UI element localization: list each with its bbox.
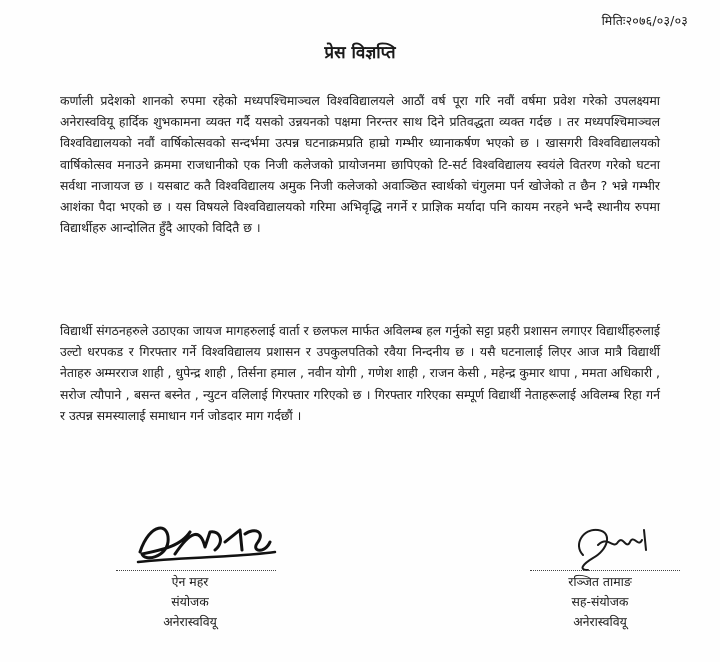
release-date: मितिः२०७६/०३/०३ (601, 13, 688, 28)
signatory-left-org: अनेरास्ववियू (163, 614, 217, 629)
signature-right-image (568, 520, 658, 575)
signature-left-image (130, 512, 280, 572)
signatory-right-org: अनेरास्ववियू (573, 614, 627, 629)
paragraph-first: कर्णाली प्रदेशको शानको रुपमा रहेको मध्यपश्चिमाञ्चल विश्वविद्यालयले आठौं वर्ष पूरा गरि नवौं वर्षमा प्रवेश गरेको उपलक्ष्यमा अनेरास्ववियू हार्दिक शुभकामना व्यक्त गर्दै यसको उन्नयनको पक्षमा निरन्तर साथ दिने प्रतिवद्धता व्यक्त गर्दछ । तर मध्यपश्चिमाञ्चल विश्वविद्यालयको नवौं वार्षिकोत्सवको सन्दर्भमा उत्पन्न घटनाक्रमप्रति हाम्रो गम्भीर ध्यानाकर्षण भएको छ । खासगरी विश्वविद्यालयको वार्षिकोत्सव मनाउने क्रममा राजधानीको एक निजी कलेजको प्रायोजनमा छापिएको टि-सर्ट विश्वविद्यालय स्वयंले वितरण गरेको घटना सर्वथा नाजायज छ । यसबाट कतै विश्वविद्यालय अमुक निजी कलेजको अवाञ्छित स्वार्थको चंगुलमा पर्न खोजेको त छैन ? भन्ने गम्भीर आशंका पैदा भएको छ । यस विषयले विश्वविद्यालयको गरिमा अभिवृद्धि नगर्ने र प्राज्ञिक मर्यादा पनि कायम नरहने भन्दै स्थानीय रुपमा विद्यार्थीहरु आन्दोलित हुँदै आएको विदितै छ । (60, 93, 660, 236)
signatory-left (90, 572, 290, 632)
signature-line-right (530, 570, 680, 571)
signatory-right-role: सह-संयोजक (571, 594, 629, 609)
page-title: प्रेस विज्ञप्ति (324, 43, 396, 63)
signatory-left-role: संयोजक (171, 594, 209, 609)
signatory-right (500, 572, 700, 632)
signatory-left-name: ऐन महर (171, 574, 209, 589)
signature-line-left (116, 570, 276, 571)
signatory-right-name: रञ्जित तामाङ (568, 574, 632, 589)
paragraph-second: विद्यार्थी संगठनहरुले उठाएका जायज मागहरुलाई वार्ता र छलफल मार्फत अविलम्ब हल गर्नुको सट्टा प्रहरी प्रशासन लगाएर विद्यार्थीहरुलाई उल्टो धरपकड र गिरफ्तार गर्ने विश्वविद्यालय प्रशासन र उपकुलपतिको रवैया निन्दनीय छ । यसै घटनालाई लिएर आज मात्रै विद्यार्थी नेताहरु अम्मरराज शाही , धुपेन्द्र शाही , तिर्सना हमाल , नवीन योगी , गणेश शाही , राजन केसी , महेन्द्र कुमार थापा , ममता अधिकारी , सरोज त्यौपाने , बसन्त बस्नेत , न्युटन वलिलाई गिरफ्तार गरिएको छ । गिरफ्तार गरिएका सम्पूर्ण विद्यार्थी नेताहरूलाई अविलम्ब रिहा गर्न र उत्पन्न समस्यालाई समाधान गर्न जोडदार माग गर्दछौं । (60, 323, 660, 423)
